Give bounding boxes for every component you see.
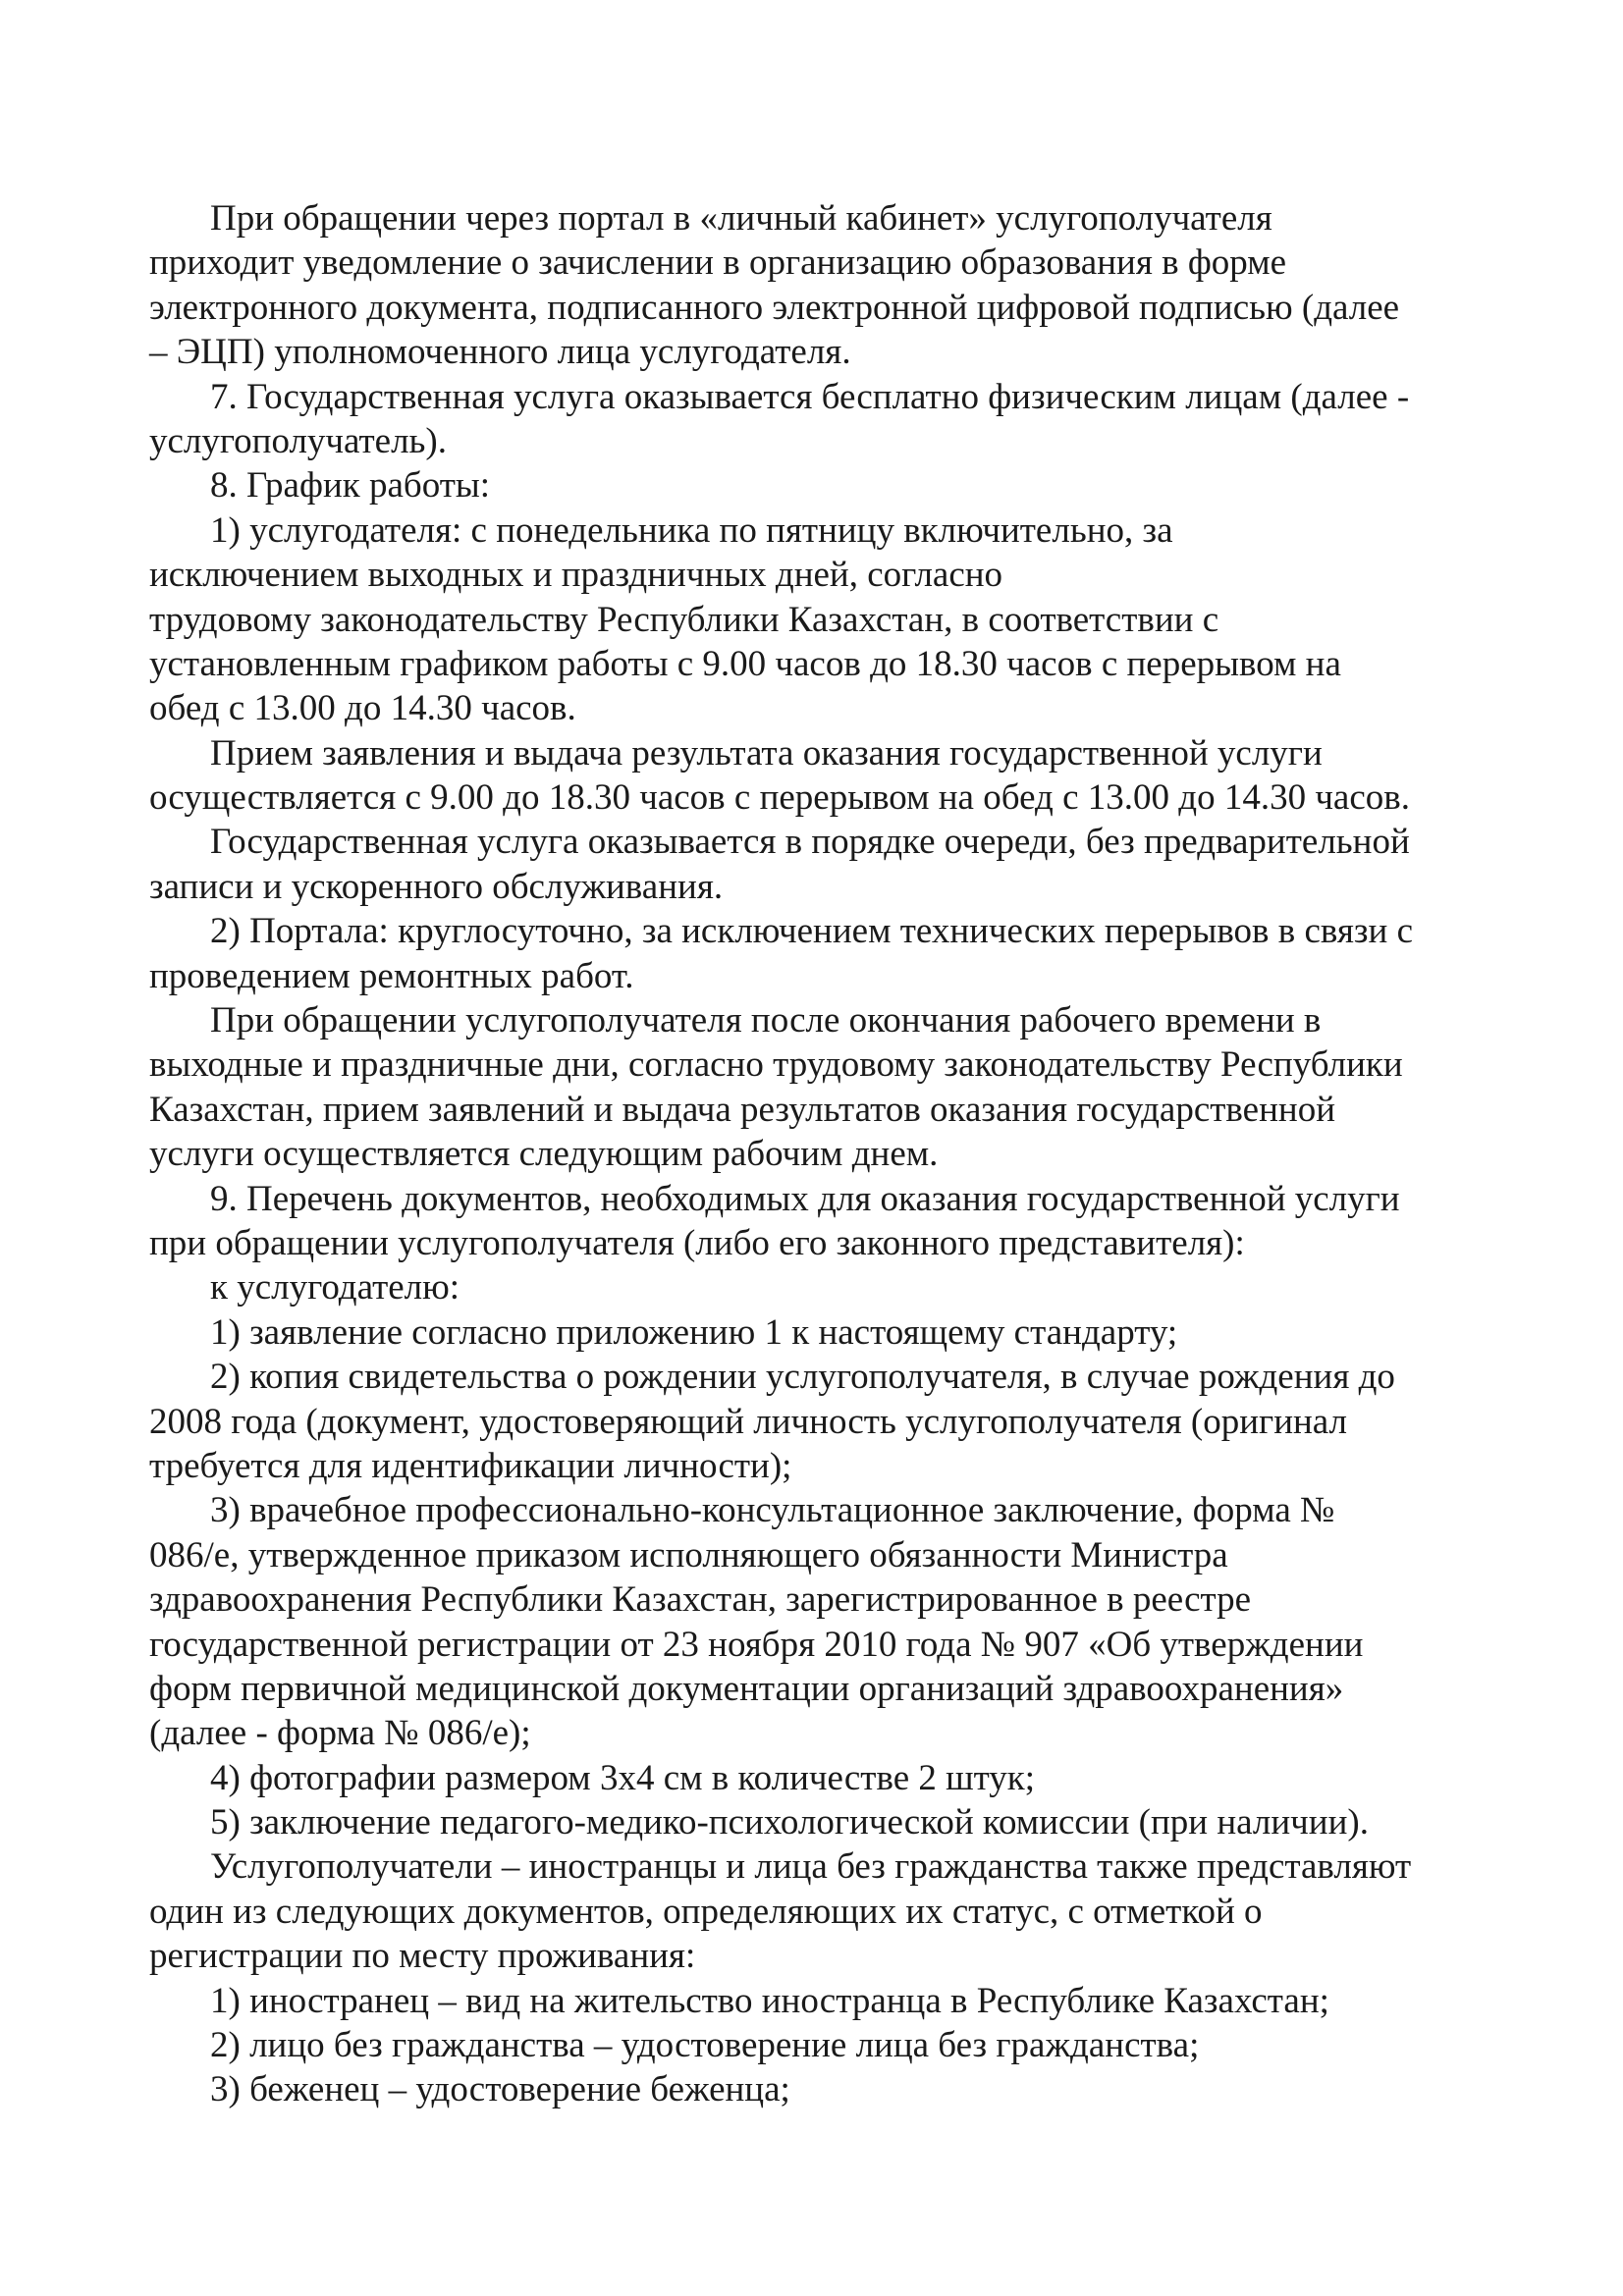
text-line: обед с 13.00 до 14.30 часов. <box>149 688 576 729</box>
text-line: выходные и праздничные дни, согласно трудовому законодательству Республики <box>149 1044 1403 1086</box>
text-line: при обращении услугополучателя (либо его законного представителя): <box>149 1222 1245 1263</box>
text-line: 5) заключение педагого-медико-психологической комиссии (при наличии). <box>210 1802 1369 1843</box>
text-line: 086/е, утвержденное приказом исполняющего обязанности Министра <box>149 1534 1228 1575</box>
text-line: форм первичной медицинской документации организаций здравоохранения» <box>149 1668 1344 1709</box>
text-line: 3) беженец – удостоверение беженца; <box>210 2069 790 2110</box>
document-page <box>149 196 1487 2112</box>
text-line: 2008 года (документ, удостоверяющий личность услугополучателя (оригинал <box>149 1401 1348 1442</box>
text-line: 1) услугодателя: с понедельника по пятницу включительно, за <box>210 509 1173 551</box>
text-line: исключением выходных и праздничных дней, согласно <box>149 555 1003 596</box>
text-line: услуги осуществляется следующим рабочим днем. <box>149 1134 939 1175</box>
text-line: проведением ремонтных работ. <box>149 955 634 996</box>
text-line: 3) врачебное профессионально-консультационное заключение, форма № <box>210 1490 1335 1531</box>
text-line: Государственная услуга оказывается в порядке очереди, без предварительной <box>210 822 1410 863</box>
text-line: здравоохранения Республики Казахстан, зарегистрированное в реестре <box>149 1579 1252 1621</box>
text-line: услугополучатель). <box>149 420 447 461</box>
text-line: 4) фотографии размером 3х4 см в количестве 2 штук; <box>210 1757 1036 1798</box>
text-line: 2) копия свидетельства о рождении услугополучателя, в случае рождения до <box>210 1357 1395 1398</box>
text-line: 9. Перечень документов, необходимых для оказания государственной услуги <box>210 1178 1400 1219</box>
text-line: установленным графиком работы с 9.00 часов до 18.30 часов с перерывом на <box>149 643 1341 684</box>
text-line: осуществляется с 9.00 до 18.30 часов с перерывом на обед с 13.00 до 14.30 часов. <box>149 777 1410 819</box>
text-line: 8. График работы: <box>210 465 491 507</box>
text-line: При обращении через портал в «личный кабинет» услугополучателя <box>210 198 1272 239</box>
text-line: Услугополучатели – иностранцы и лица без гражданства также представляют <box>210 1846 1412 1888</box>
text-line: приходит уведомление о зачислении в организацию образования в форме <box>149 242 1287 284</box>
text-line: (далее - форма № 086/е); <box>149 1713 531 1754</box>
text-line: Казахстан, прием заявлений и выдача результатов оказания государственной <box>149 1089 1335 1130</box>
text-line: государственной регистрации от 23 ноября 2010 года № 907 «Об утверждении <box>149 1624 1364 1665</box>
text-line: 1) заявление согласно приложению 1 к настоящему стандарту; <box>210 1311 1178 1353</box>
text-line: Прием заявления и выдача результата оказания государственной услуги <box>210 732 1323 774</box>
text-line: записи и ускоренного обслуживания. <box>149 866 724 907</box>
text-line: 7. Государственная услуга оказывается бесплатно физическим лицам (далее - <box>210 376 1410 417</box>
text-line: трудовому законодательству Республики Казахстан, в соответствии с <box>149 599 1219 640</box>
text-line: к услугодателю: <box>210 1267 460 1308</box>
text-line: 1) иностранец – вид на жительство иностранца в Республике Казахстан; <box>210 1980 1329 2021</box>
text-line: электронного документа, подписанного электронной цифровой подписью (далее <box>149 287 1400 328</box>
text-line: один из следующих документов, определяющих их статус, с отметкой о <box>149 1891 1263 1932</box>
text-line: 2) Портала: круглосуточно, за исключением технических перерывов в связи с <box>210 911 1414 952</box>
text-line: – ЭЦП) уполномоченного лица услугодателя. <box>149 332 851 373</box>
text-line: регистрации по месту проживания: <box>149 1936 696 1977</box>
text-line: требуется для идентификации личности); <box>149 1445 792 1486</box>
text-line: При обращении услугополучателя после окончания рабочего времени в <box>210 1000 1322 1041</box>
text-line: 2) лицо без гражданства – удостоверение лица без гражданства; <box>210 2025 1200 2066</box>
